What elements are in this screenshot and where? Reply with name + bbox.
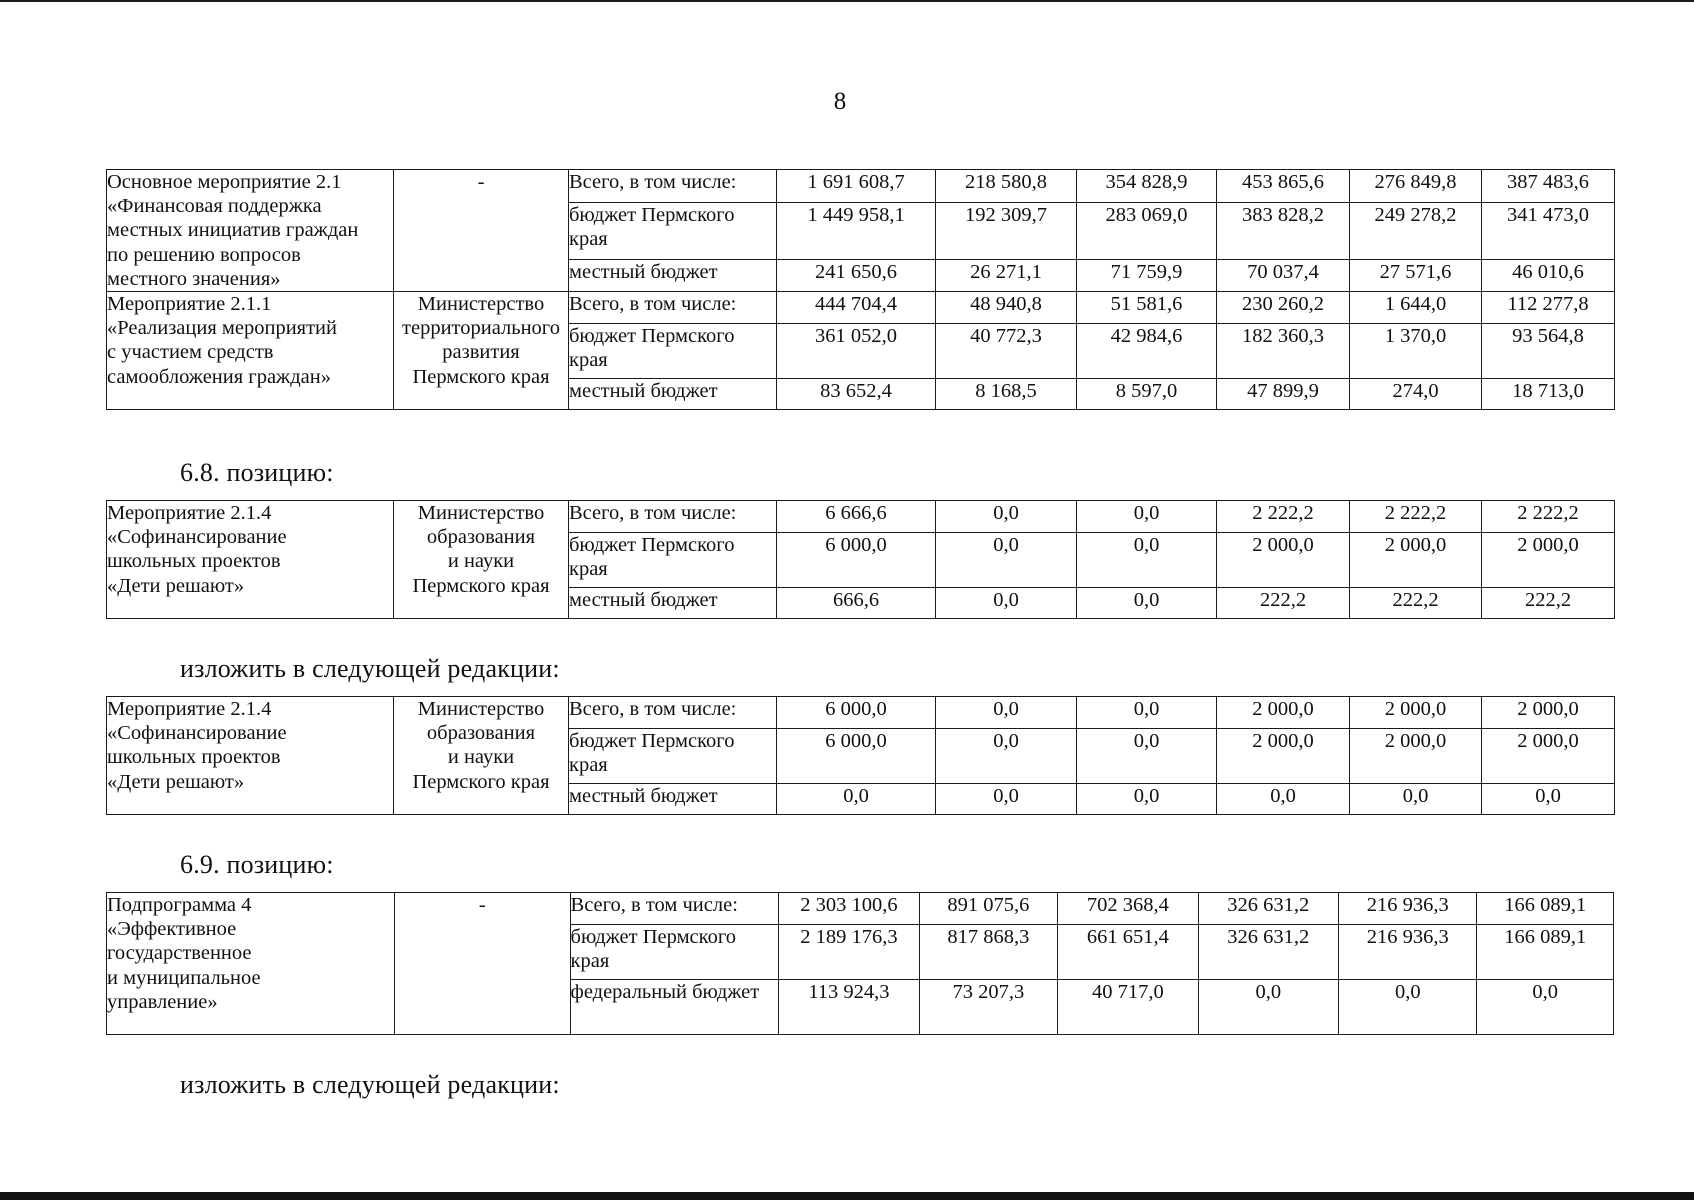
source-cell: бюджет Пермского края (569, 729, 777, 784)
value-cell: 2 222,2 (1350, 501, 1482, 533)
value-cell: 387 483,6 (1482, 170, 1615, 203)
value-cell: 83 652,4 (777, 378, 936, 409)
value-cell: 0,0 (1077, 697, 1217, 729)
executor-cell: Министерство территориального развития Пермского края (394, 291, 569, 409)
scan-top-edge (0, 0, 1694, 2)
value-cell: 216 936,3 (1339, 893, 1477, 925)
value-cell: 166 089,1 (1477, 925, 1614, 980)
value-cell: 26 271,1 (936, 259, 1077, 291)
value-cell: 241 650,6 (777, 259, 936, 291)
value-cell: 0,0 (1217, 784, 1350, 815)
value-cell: 0,0 (1077, 784, 1217, 815)
value-cell: 0,0 (936, 784, 1077, 815)
activity-name-cell: Мероприятие 2.1.4 «Софинансирование школьных проектов «Дети решают» (107, 501, 394, 619)
source-cell: местный бюджет (569, 259, 777, 291)
value-cell: 2 000,0 (1217, 533, 1350, 588)
value-cell: 666,6 (777, 588, 936, 619)
table-row (107, 291, 1615, 323)
value-cell: 0,0 (1077, 501, 1217, 533)
value-cell: 42 984,6 (1077, 323, 1217, 378)
value-cell: 0,0 (1077, 729, 1217, 784)
value-cell: 0,0 (936, 729, 1077, 784)
value-cell: 46 010,6 (1482, 259, 1615, 291)
table-row (107, 893, 1614, 925)
value-cell: 166 089,1 (1477, 893, 1614, 925)
budget-table-4 (106, 892, 1614, 1035)
table-row (107, 697, 1615, 729)
value-cell: 8 168,5 (936, 378, 1077, 409)
budget-table-3 (106, 696, 1615, 815)
value-cell: 0,0 (936, 533, 1077, 588)
value-cell: 112 277,8 (1482, 291, 1615, 323)
value-cell: 354 828,9 (1077, 170, 1217, 203)
value-cell: 6 666,6 (777, 501, 936, 533)
value-cell: 361 052,0 (777, 323, 936, 378)
executor-cell: - (394, 893, 570, 1035)
value-cell: 47 899,9 (1217, 378, 1350, 409)
value-cell: 2 222,2 (1482, 501, 1615, 533)
source-cell: Всего, в том числе: (569, 291, 777, 323)
value-cell: 1 644,0 (1350, 291, 1482, 323)
value-cell: 274,0 (1350, 378, 1482, 409)
value-cell: 2 222,2 (1217, 501, 1350, 533)
value-cell: 218 580,8 (936, 170, 1077, 203)
value-cell: 6 000,0 (777, 533, 936, 588)
value-cell: 0,0 (1077, 588, 1217, 619)
value-cell: 0,0 (777, 784, 936, 815)
source-cell: бюджет Пермского края (569, 533, 777, 588)
value-cell: 6 000,0 (777, 697, 936, 729)
value-cell: 283 069,0 (1077, 203, 1217, 260)
value-cell: 2 303 100,6 (779, 893, 919, 925)
table-row (107, 501, 1615, 533)
value-cell: 383 828,2 (1217, 203, 1350, 260)
value-cell: 222,2 (1217, 588, 1350, 619)
value-cell: 444 704,4 (777, 291, 936, 323)
value-cell: 18 713,0 (1482, 378, 1615, 409)
value-cell: 891 075,6 (919, 893, 1057, 925)
section-heading: изложить в следующей редакции: (180, 1070, 560, 1099)
source-cell: местный бюджет (569, 784, 777, 815)
value-cell: 70 037,4 (1217, 259, 1350, 291)
source-cell: местный бюджет (569, 378, 777, 409)
budget-table-2 (106, 500, 1615, 619)
value-cell: 2 000,0 (1217, 697, 1350, 729)
value-cell: 2 000,0 (1350, 697, 1482, 729)
value-cell: 113 924,3 (779, 980, 919, 1035)
activity-name-cell: Мероприятие 2.1.4 «Софинансирование школьных проектов «Дети решают» (107, 697, 394, 815)
source-cell: федеральный бюджет (570, 980, 779, 1035)
value-cell: 341 473,0 (1482, 203, 1615, 260)
section-heading: 6.9. позицию: (180, 850, 334, 879)
value-cell: 48 940,8 (936, 291, 1077, 323)
source-cell: Всего, в том числе: (569, 501, 777, 533)
value-cell: 2 000,0 (1350, 729, 1482, 784)
activity-name-cell: Мероприятие 2.1.1 «Реализация мероприятий с участием средств самообложения граждан» (107, 291, 394, 409)
value-cell: 1 449 958,1 (777, 203, 936, 260)
activity-name-cell: Подпрограмма 4 «Эффективное государственное и муниципальное управление» (107, 893, 395, 1035)
value-cell: 8 597,0 (1077, 378, 1217, 409)
value-cell: 40 772,3 (936, 323, 1077, 378)
value-cell: 661 651,4 (1058, 925, 1198, 980)
value-cell: 453 865,6 (1217, 170, 1350, 203)
value-cell: 702 368,4 (1058, 893, 1198, 925)
table-row (107, 170, 1615, 203)
value-cell: 71 759,9 (1077, 259, 1217, 291)
value-cell: 0,0 (1477, 980, 1614, 1035)
executor-cell: - (394, 170, 569, 292)
source-cell: Всего, в том числе: (569, 170, 777, 203)
value-cell: 249 278,2 (1350, 203, 1482, 260)
source-cell: Всего, в том числе: (569, 697, 777, 729)
value-cell: 0,0 (1350, 784, 1482, 815)
value-cell: 2 000,0 (1482, 533, 1615, 588)
value-cell: 0,0 (936, 697, 1077, 729)
activity-name-cell: Основное мероприятие 2.1 «Финансовая поддержка местных инициатив граждан по решению вопросов местного значения» (107, 170, 394, 292)
value-cell: 0,0 (1077, 533, 1217, 588)
value-cell: 222,2 (1482, 588, 1615, 619)
value-cell: 2 000,0 (1350, 533, 1482, 588)
value-cell: 40 717,0 (1058, 980, 1198, 1035)
value-cell: 222,2 (1350, 588, 1482, 619)
executor-cell: Министерство образования и науки Пермского края (394, 697, 569, 815)
source-cell: бюджет Пермского края (569, 203, 777, 260)
section-heading: 6.8. позицию: (180, 458, 334, 487)
value-cell: 1 691 608,7 (777, 170, 936, 203)
value-cell: 51 581,6 (1077, 291, 1217, 323)
budget-table-1 (106, 169, 1615, 410)
value-cell: 182 360,3 (1217, 323, 1350, 378)
value-cell: 216 936,3 (1339, 925, 1477, 980)
value-cell: 326 631,2 (1198, 893, 1338, 925)
section-heading: изложить в следующей редакции: (180, 654, 560, 683)
value-cell: 27 571,6 (1350, 259, 1482, 291)
value-cell: 192 309,7 (936, 203, 1077, 260)
value-cell: 93 564,8 (1482, 323, 1615, 378)
source-cell: бюджет Пермского края (569, 323, 777, 378)
value-cell: 0,0 (1482, 784, 1615, 815)
value-cell: 2 189 176,3 (779, 925, 919, 980)
value-cell: 6 000,0 (777, 729, 936, 784)
value-cell: 73 207,3 (919, 980, 1057, 1035)
source-cell: Всего, в том числе: (570, 893, 779, 925)
value-cell: 0,0 (1339, 980, 1477, 1035)
value-cell: 2 000,0 (1482, 697, 1615, 729)
value-cell: 230 260,2 (1217, 291, 1350, 323)
value-cell: 2 000,0 (1217, 729, 1350, 784)
value-cell: 0,0 (936, 588, 1077, 619)
value-cell: 2 000,0 (1482, 729, 1615, 784)
scan-bottom-edge (0, 1192, 1694, 1200)
value-cell: 276 849,8 (1350, 170, 1482, 203)
source-cell: бюджет Пермского края (570, 925, 779, 980)
source-cell: местный бюджет (569, 588, 777, 619)
value-cell: 1 370,0 (1350, 323, 1482, 378)
executor-cell: Министерство образования и науки Пермского края (394, 501, 569, 619)
value-cell: 0,0 (936, 501, 1077, 533)
value-cell: 326 631,2 (1198, 925, 1338, 980)
page-number: 8 (833, 88, 847, 115)
value-cell: 0,0 (1198, 980, 1338, 1035)
value-cell: 817 868,3 (919, 925, 1057, 980)
